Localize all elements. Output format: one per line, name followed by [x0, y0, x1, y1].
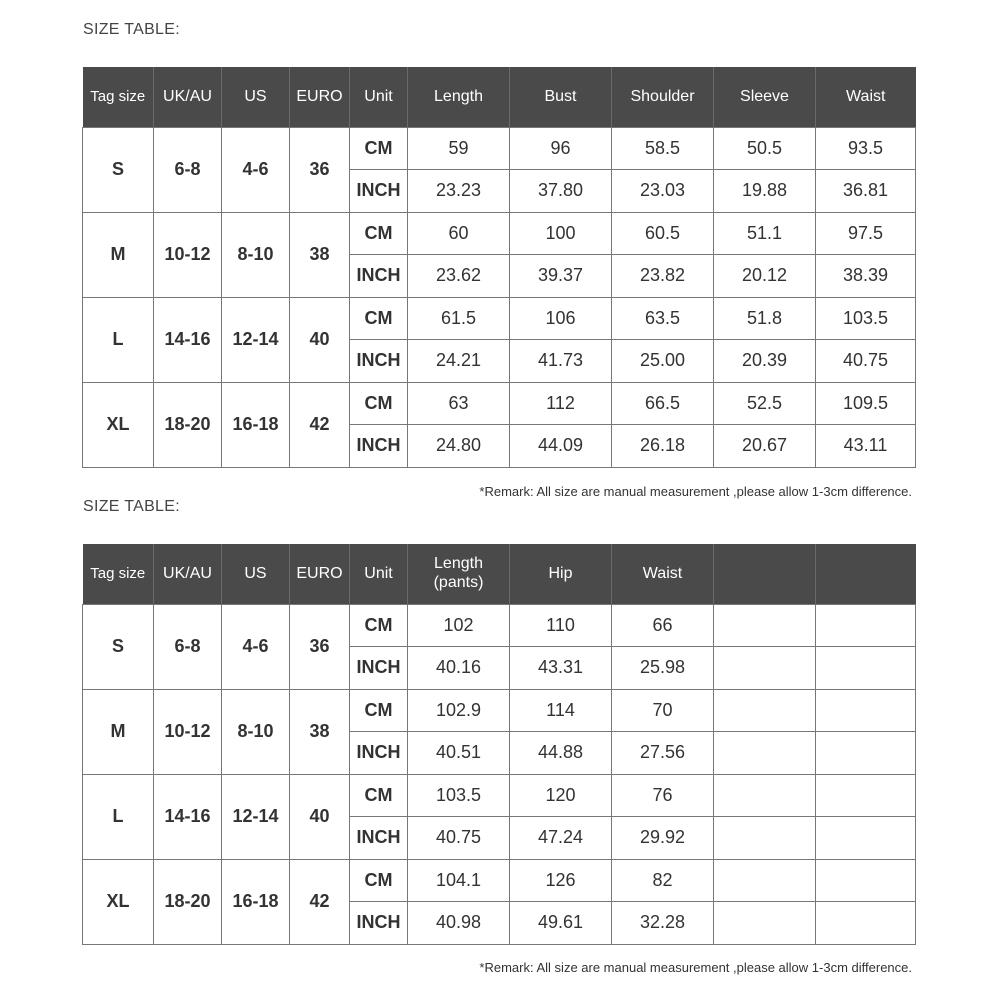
- unit-cell: CM: [350, 774, 408, 817]
- measure-cell: 106: [510, 297, 612, 340]
- us-cell: 16-18: [222, 382, 290, 467]
- us-cell: 4-6: [222, 127, 290, 212]
- measure-cell: [816, 859, 916, 902]
- measure-cell: 112: [510, 382, 612, 425]
- measure-cell: 29.92: [612, 817, 714, 860]
- header-length: Length: [408, 67, 510, 127]
- euro-cell: 42: [290, 859, 350, 944]
- unit-cell: INCH: [350, 255, 408, 298]
- measure-cell: 82: [612, 859, 714, 902]
- euro-cell: 40: [290, 774, 350, 859]
- measure-cell: 110: [510, 604, 612, 647]
- us-cell: 12-14: [222, 774, 290, 859]
- measure-cell: 23.03: [612, 170, 714, 213]
- measure-cell: [816, 774, 916, 817]
- measure-cell: 59: [408, 127, 510, 170]
- measure-cell: 23.82: [612, 255, 714, 298]
- table-row: [83, 604, 916, 647]
- measure-cell: 63: [408, 382, 510, 425]
- measure-cell: 114: [510, 689, 612, 732]
- measure-cell: 23.23: [408, 170, 510, 213]
- table-row: [83, 859, 916, 902]
- measure-cell: 37.80: [510, 170, 612, 213]
- measure-cell: 20.39: [714, 340, 816, 383]
- uk-au-cell: 18-20: [154, 382, 222, 467]
- tag-size-cell: M: [83, 689, 154, 774]
- measure-cell: 49.61: [510, 902, 612, 945]
- unit-cell: CM: [350, 297, 408, 340]
- measure-cell: 52.5: [714, 382, 816, 425]
- us-cell: 8-10: [222, 689, 290, 774]
- unit-cell: INCH: [350, 902, 408, 945]
- measure-cell: 60.5: [612, 212, 714, 255]
- measure-cell: [714, 817, 816, 860]
- unit-cell: CM: [350, 212, 408, 255]
- tag-size-cell: XL: [83, 382, 154, 467]
- uk-au-cell: 10-12: [154, 212, 222, 297]
- euro-cell: 36: [290, 604, 350, 689]
- measure-cell: 103.5: [408, 774, 510, 817]
- tag-size-cell: M: [83, 212, 154, 297]
- header-us: US: [222, 67, 290, 127]
- uk-au-cell: 14-16: [154, 297, 222, 382]
- measure-cell: 38.39: [816, 255, 916, 298]
- unit-cell: INCH: [350, 647, 408, 690]
- us-cell: 16-18: [222, 859, 290, 944]
- unit-cell: CM: [350, 689, 408, 732]
- unit-cell: CM: [350, 859, 408, 902]
- measure-cell: 104.1: [408, 859, 510, 902]
- table-row: [83, 297, 916, 340]
- header-euro: EURO: [290, 544, 350, 604]
- uk-au-cell: 14-16: [154, 774, 222, 859]
- measure-cell: 41.73: [510, 340, 612, 383]
- header-unit: Unit: [350, 67, 408, 127]
- unit-cell: INCH: [350, 340, 408, 383]
- measure-cell: 96: [510, 127, 612, 170]
- measure-cell: 102: [408, 604, 510, 647]
- header-tag-size: Tag size: [83, 544, 154, 604]
- euro-cell: 42: [290, 382, 350, 467]
- measure-cell: 25.00: [612, 340, 714, 383]
- measure-cell: 66.5: [612, 382, 714, 425]
- measure-cell: 51.8: [714, 297, 816, 340]
- unit-cell: INCH: [350, 732, 408, 775]
- size-table-pants: [82, 544, 916, 945]
- table-row: [83, 382, 916, 425]
- header-uk-au: UK/AU: [154, 67, 222, 127]
- unit-cell: CM: [350, 604, 408, 647]
- measure-cell: 20.67: [714, 425, 816, 468]
- measure-cell: 51.1: [714, 212, 816, 255]
- us-cell: 8-10: [222, 212, 290, 297]
- measure-cell: [714, 902, 816, 945]
- tag-size-cell: L: [83, 774, 154, 859]
- measure-cell: 32.28: [612, 902, 714, 945]
- unit-cell: CM: [350, 382, 408, 425]
- measure-cell: 40.75: [816, 340, 916, 383]
- measure-cell: 40.75: [408, 817, 510, 860]
- unit-cell: CM: [350, 127, 408, 170]
- measure-cell: 43.11: [816, 425, 916, 468]
- us-cell: 4-6: [222, 604, 290, 689]
- size-table-title: SIZE TABLE:: [83, 498, 180, 515]
- measure-cell: 40.51: [408, 732, 510, 775]
- tag-size-cell: L: [83, 297, 154, 382]
- uk-au-cell: 18-20: [154, 859, 222, 944]
- measure-cell: 63.5: [612, 297, 714, 340]
- header-waist: Waist: [612, 544, 714, 604]
- remark-note: *Remark: All size are manual measurement ,please allow 1-3cm difference.: [479, 484, 912, 499]
- tag-size-cell: XL: [83, 859, 154, 944]
- measure-cell: 76: [612, 774, 714, 817]
- table-header-row: [83, 67, 916, 127]
- measure-cell: 126: [510, 859, 612, 902]
- measure-cell: 93.5: [816, 127, 916, 170]
- measure-cell: 103.5: [816, 297, 916, 340]
- header-shoulder: Shoulder: [612, 67, 714, 127]
- table-row: [83, 212, 916, 255]
- measure-cell: 102.9: [408, 689, 510, 732]
- measure-cell: 24.21: [408, 340, 510, 383]
- measure-cell: 58.5: [612, 127, 714, 170]
- measure-cell: [816, 647, 916, 690]
- measure-cell: 50.5: [714, 127, 816, 170]
- measure-cell: 23.62: [408, 255, 510, 298]
- measure-cell: 47.24: [510, 817, 612, 860]
- header-tag-size: Tag size: [83, 67, 154, 127]
- header-bust: Bust: [510, 67, 612, 127]
- table-row: [83, 689, 916, 732]
- measure-cell: 109.5: [816, 382, 916, 425]
- header-empty: [714, 544, 816, 604]
- header-empty: [816, 544, 916, 604]
- measure-cell: [714, 689, 816, 732]
- measure-cell: 24.80: [408, 425, 510, 468]
- measure-cell: [816, 732, 916, 775]
- header-hip: Hip: [510, 544, 612, 604]
- table-header-row: [83, 544, 916, 604]
- euro-cell: 38: [290, 212, 350, 297]
- table-row: [83, 127, 916, 170]
- measure-cell: [816, 902, 916, 945]
- measure-cell: 25.98: [612, 647, 714, 690]
- header-waist: Waist: [816, 67, 916, 127]
- us-cell: 12-14: [222, 297, 290, 382]
- measure-cell: [714, 647, 816, 690]
- uk-au-cell: 6-8: [154, 127, 222, 212]
- measure-cell: 97.5: [816, 212, 916, 255]
- measure-cell: [816, 817, 916, 860]
- measure-cell: 19.88: [714, 170, 816, 213]
- tag-size-cell: S: [83, 127, 154, 212]
- measure-cell: [714, 732, 816, 775]
- header-sleeve: Sleeve: [714, 67, 816, 127]
- measure-cell: 60: [408, 212, 510, 255]
- tag-size-cell: S: [83, 604, 154, 689]
- measure-cell: [816, 604, 916, 647]
- measure-cell: [816, 689, 916, 732]
- measure-cell: 43.31: [510, 647, 612, 690]
- measure-cell: 27.56: [612, 732, 714, 775]
- remark-note: *Remark: All size are manual measurement ,please allow 1-3cm difference.: [479, 960, 912, 975]
- measure-cell: 61.5: [408, 297, 510, 340]
- measure-cell: 39.37: [510, 255, 612, 298]
- measure-cell: 66: [612, 604, 714, 647]
- measure-cell: 40.98: [408, 902, 510, 945]
- header-us: US: [222, 544, 290, 604]
- uk-au-cell: 6-8: [154, 604, 222, 689]
- table-row: [83, 774, 916, 817]
- unit-cell: INCH: [350, 170, 408, 213]
- euro-cell: 38: [290, 689, 350, 774]
- measure-cell: 36.81: [816, 170, 916, 213]
- size-table-title: SIZE TABLE:: [83, 21, 180, 38]
- uk-au-cell: 10-12: [154, 689, 222, 774]
- euro-cell: 40: [290, 297, 350, 382]
- measure-cell: 100: [510, 212, 612, 255]
- header-length-pants: Length (pants): [408, 544, 510, 604]
- header-unit: Unit: [350, 544, 408, 604]
- measure-cell: [714, 774, 816, 817]
- measure-cell: 120: [510, 774, 612, 817]
- unit-cell: INCH: [350, 425, 408, 468]
- size-table-tops: [82, 67, 916, 468]
- measure-cell: 26.18: [612, 425, 714, 468]
- measure-cell: 20.12: [714, 255, 816, 298]
- header-euro: EURO: [290, 67, 350, 127]
- measure-cell: 44.09: [510, 425, 612, 468]
- measure-cell: 40.16: [408, 647, 510, 690]
- measure-cell: 70: [612, 689, 714, 732]
- measure-cell: [714, 859, 816, 902]
- unit-cell: INCH: [350, 817, 408, 860]
- euro-cell: 36: [290, 127, 350, 212]
- measure-cell: [714, 604, 816, 647]
- measure-cell: 44.88: [510, 732, 612, 775]
- header-uk-au: UK/AU: [154, 544, 222, 604]
